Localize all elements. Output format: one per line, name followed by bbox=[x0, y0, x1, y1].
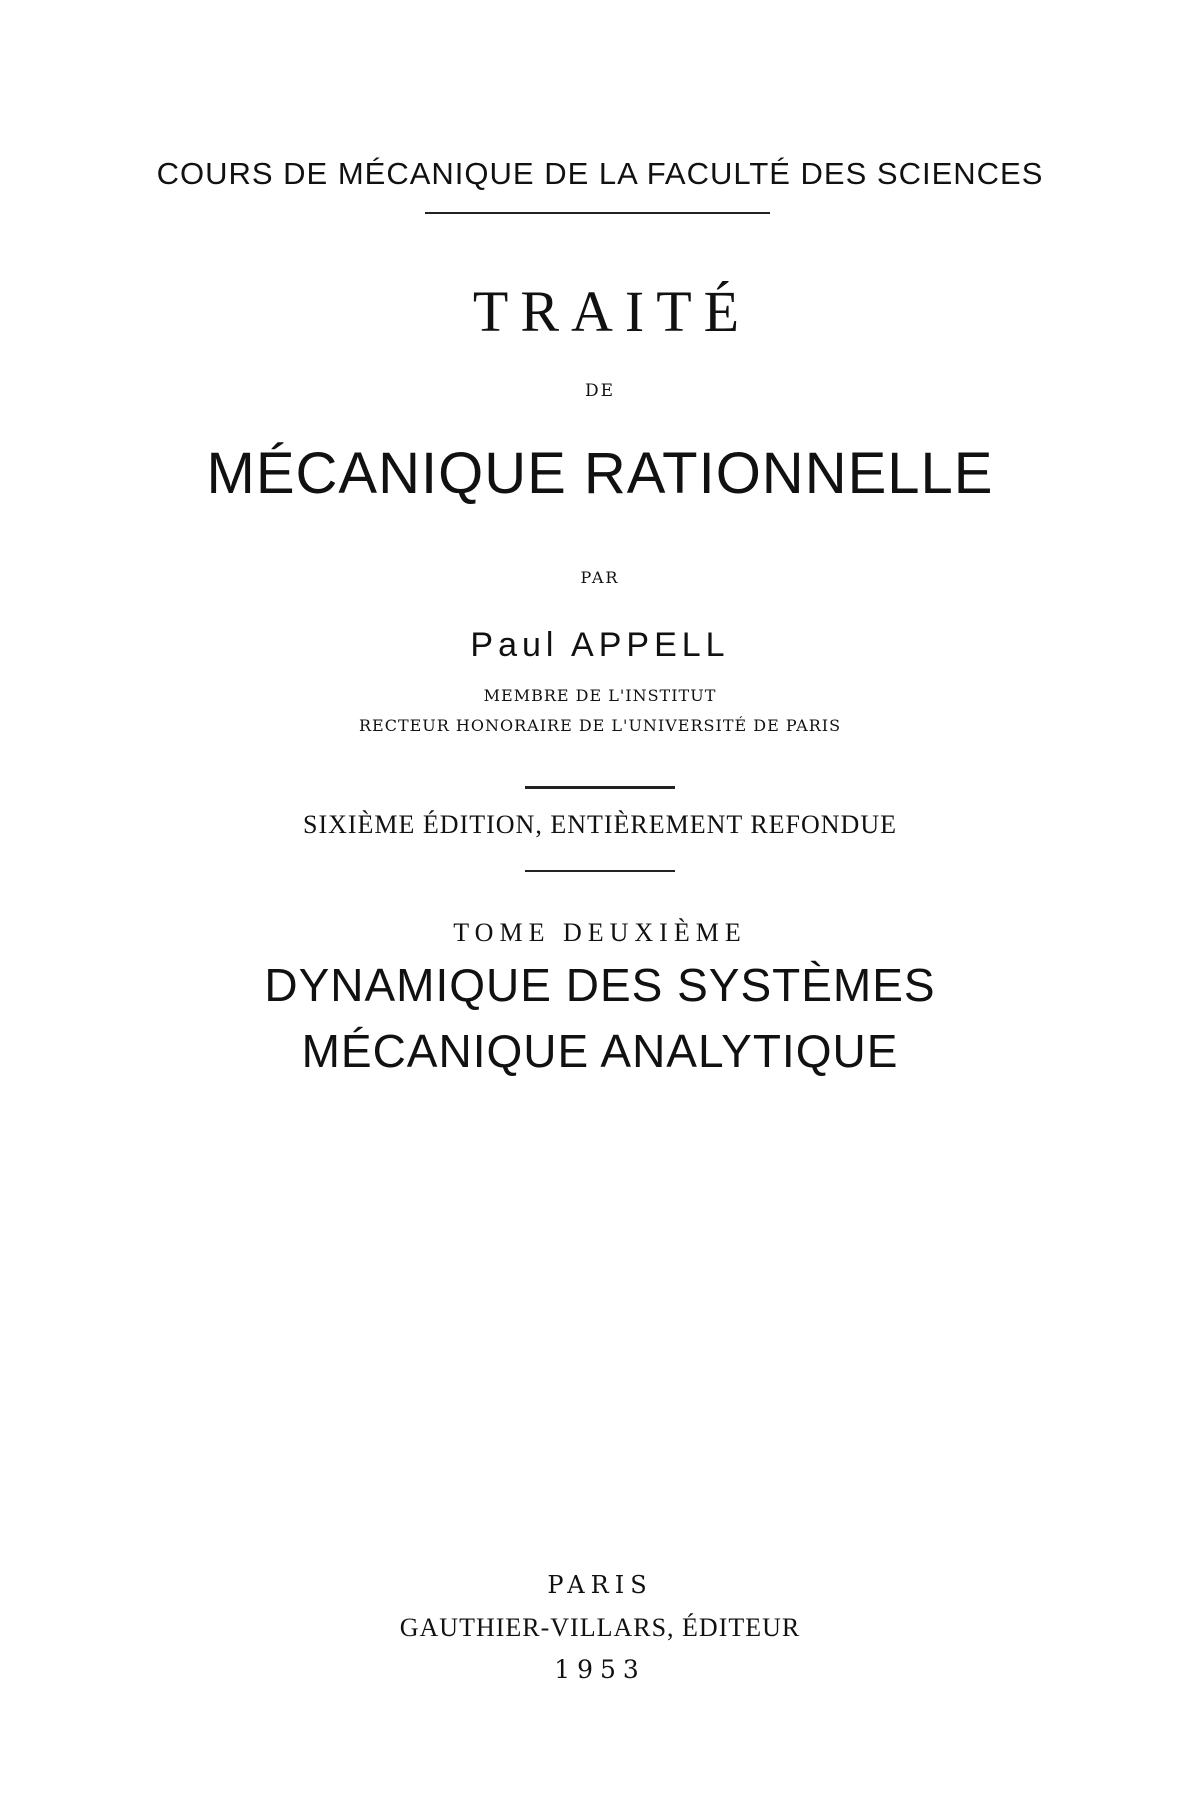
edition-statement: SIXIÈME ÉDITION, ENTIÈREMENT REFONDUE bbox=[302, 810, 897, 839]
volume-subtitle-2: MÉCANIQUE ANALYTIQUE bbox=[301, 1025, 899, 1077]
author-affiliation-2: RECTEUR HONORAIRE DE L'UNIVERSITÉ DE PARIS bbox=[358, 716, 842, 735]
author-affiliation-1: MEMBRE DE L'INSTITUT bbox=[483, 686, 717, 705]
imprint-city: PARIS bbox=[547, 1571, 653, 1599]
title-connector: DE bbox=[584, 381, 616, 401]
series-heading: COURS DE MÉCANIQUE DE LA FACULTÉ DES SCIENCES bbox=[156, 156, 1044, 191]
main-title: MÉCANIQUE RATIONNELLE bbox=[206, 441, 994, 506]
divider-edition-bottom bbox=[525, 870, 675, 872]
divider-edition-top bbox=[525, 786, 675, 789]
imprint-publisher: GAUTHIER-VILLARS, ÉDITEUR bbox=[399, 1613, 801, 1642]
author-by: PAR bbox=[580, 568, 620, 587]
volume-subtitle-1: DYNAMIQUE DES SYSTÈMES bbox=[264, 959, 936, 1011]
title-traite: TRAITÉ bbox=[472, 279, 752, 344]
volume-label: TOME DEUXIÈME bbox=[453, 918, 747, 947]
author-name: Paul APPELL bbox=[470, 626, 730, 664]
divider-top bbox=[425, 212, 770, 214]
imprint-year: 1953 bbox=[554, 1655, 646, 1684]
